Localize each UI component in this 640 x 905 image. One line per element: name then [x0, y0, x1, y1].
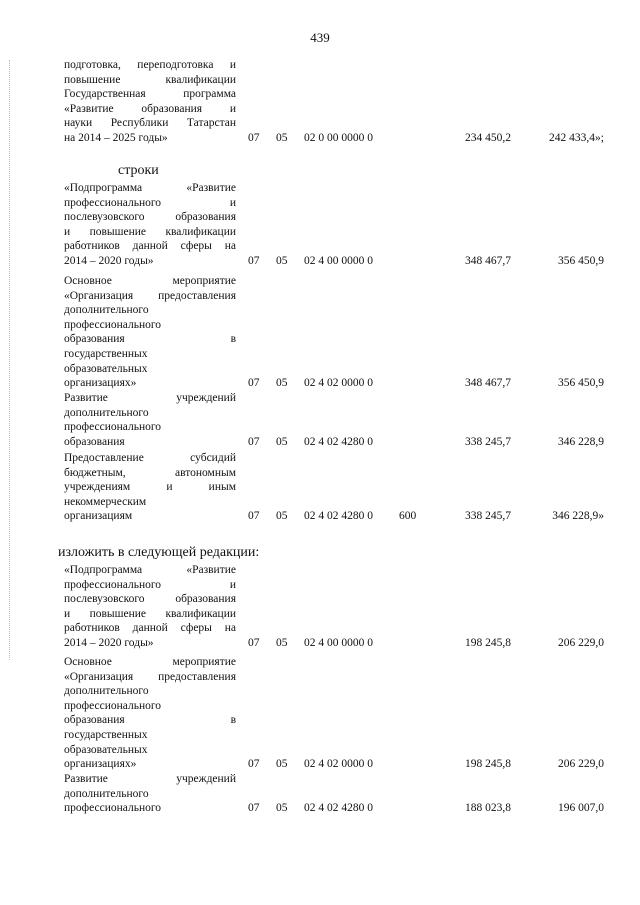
row-description — [64, 181, 236, 269]
description-line: образования в — [64, 714, 236, 727]
description-line: Развитие учреждений — [64, 392, 236, 404]
description-line: «Развитие образования и — [64, 102, 236, 115]
row-description — [64, 563, 236, 651]
description-line: «Подпрограмма «Развитие — [64, 564, 236, 576]
description-line: некоммерческим — [64, 495, 147, 508]
description-line: и повышение квалификации — [64, 225, 236, 238]
description-line: Основное мероприятие — [64, 275, 236, 287]
description-line: на 2014 – 2025 годы» — [64, 131, 168, 144]
table-row — [0, 772, 640, 816]
table-row — [0, 655, 640, 772]
target-article-code: 02 4 02 4280 0 — [304, 435, 373, 448]
target-article-code: 02 4 02 4280 0 — [304, 510, 373, 523]
section-code: 07 — [248, 132, 260, 144]
description-line: «Организация предоставления — [64, 289, 236, 302]
description-line: государственных — [64, 728, 148, 741]
description-line: Развитие учреждений — [64, 773, 236, 785]
subsection-code: 05 — [276, 802, 288, 815]
amount-year-1: 348 467,7 — [465, 377, 511, 390]
description-line: профессионального и — [64, 196, 236, 209]
amount-year-2: 356 450,9 — [558, 377, 604, 390]
section-code: 07 — [248, 758, 260, 771]
description-line: дополнительного — [64, 406, 149, 419]
description-line: Предоставление субсидий — [64, 452, 236, 464]
subsection-code: 05 — [276, 510, 288, 523]
description-line: образования в — [64, 333, 236, 346]
subsection-code: 05 — [276, 637, 288, 649]
subsection-code: 05 — [276, 435, 288, 448]
amount-year-1: 234 450,2 — [465, 132, 511, 144]
target-article-code: 02 4 02 4280 0 — [304, 802, 373, 815]
amount-year-2: 346 228,9» — [552, 510, 604, 523]
amount-year-2: 346 228,9 — [558, 435, 604, 448]
section-code: 07 — [248, 255, 260, 267]
target-article-code: 02 4 02 0000 0 — [304, 377, 373, 390]
description-line: 2014 – 2020 годы» — [64, 636, 154, 649]
row-description — [64, 655, 236, 772]
table-row — [0, 391, 640, 449]
amount-year-1: 338 245,7 — [465, 435, 511, 448]
description-line: Государственная программа — [64, 88, 236, 101]
page-number: 439 — [310, 30, 330, 45]
amount-year-1: 198 245,8 — [465, 758, 511, 771]
description-line: дополнительного — [64, 787, 149, 800]
section-code: 07 — [248, 802, 260, 815]
description-line: учреждениям и иным — [64, 481, 236, 494]
section-code: 07 — [248, 435, 260, 448]
row-description — [64, 772, 236, 816]
description-line: науки Республики Татарстан — [64, 117, 236, 130]
description-line: подготовка, переподготовка и — [64, 59, 236, 71]
section-code: 07 — [248, 377, 260, 390]
amount-year-2: 356 450,9 — [558, 255, 604, 267]
description-line: дополнительного — [64, 304, 149, 317]
description-line: образовательных — [64, 362, 148, 375]
description-line: государственных — [64, 347, 148, 360]
description-line: организациях» — [64, 758, 137, 771]
description-line: повышение квалификации — [64, 73, 236, 86]
table-row — [0, 274, 640, 391]
description-line: дополнительного — [64, 685, 149, 698]
target-article-code: 02 4 00 0000 0 — [304, 637, 373, 649]
description-line: профессионального — [64, 802, 162, 815]
description-line: послевузовского образования — [64, 211, 236, 224]
description-line: профессионального — [64, 699, 162, 712]
description-line: «Организация предоставления — [64, 670, 236, 683]
description-line: организациях» — [64, 377, 137, 390]
table-row — [0, 181, 640, 269]
amount-year-1: 188 023,8 — [465, 802, 511, 815]
target-article-code: 02 0 00 0000 0 — [304, 132, 373, 144]
heading-izlozhit: изложить в следующей редакции: — [58, 545, 260, 560]
table-row — [0, 58, 640, 146]
subsection-code: 05 — [276, 255, 288, 267]
section-code: 07 — [248, 510, 260, 523]
description-line: работников данной сферы на — [64, 240, 236, 253]
expense-type-code: 600 — [399, 510, 417, 523]
section-code: 07 — [248, 637, 260, 649]
amount-year-1: 198 245,8 — [465, 637, 511, 649]
amount-year-1: 348 467,7 — [465, 255, 511, 267]
subsection-code: 05 — [276, 132, 288, 144]
description-line: организациям — [64, 510, 133, 523]
description-line: и повышение квалификации — [64, 607, 236, 620]
description-line: послевузовского образования — [64, 593, 236, 606]
subsection-code: 05 — [276, 758, 288, 771]
amount-year-2: 242 433,4»; — [549, 132, 604, 144]
description-line: образовательных — [64, 743, 148, 756]
amount-year-2: 196 007,0 — [558, 802, 604, 815]
description-line: профессионального и — [64, 578, 236, 591]
description-line: 2014 – 2020 годы» — [64, 254, 154, 267]
target-article-code: 02 4 02 0000 0 — [304, 758, 373, 771]
subsection-code: 05 — [276, 377, 288, 390]
description-line: работников данной сферы на — [64, 622, 236, 635]
description-line: «Подпрограмма «Развитие — [64, 182, 236, 194]
target-article-code: 02 4 00 0000 0 — [304, 255, 373, 267]
amount-year-1: 338 245,7 — [465, 510, 511, 523]
description-line: образования — [64, 435, 125, 448]
row-description — [64, 58, 236, 146]
heading-stroki: строки — [118, 163, 159, 178]
table-row — [0, 563, 640, 651]
row-description — [64, 451, 236, 524]
row-description — [64, 391, 236, 449]
description-line: профессионального — [64, 421, 162, 434]
amount-year-2: 206 229,0 — [558, 758, 604, 771]
amount-year-2: 206 229,0 — [558, 637, 604, 649]
row-description — [64, 274, 236, 391]
description-line: Основное мероприятие — [64, 656, 236, 668]
description-line: бюджетным, автономным — [64, 466, 236, 479]
description-line: профессионального — [64, 318, 162, 331]
table-row — [0, 451, 640, 524]
